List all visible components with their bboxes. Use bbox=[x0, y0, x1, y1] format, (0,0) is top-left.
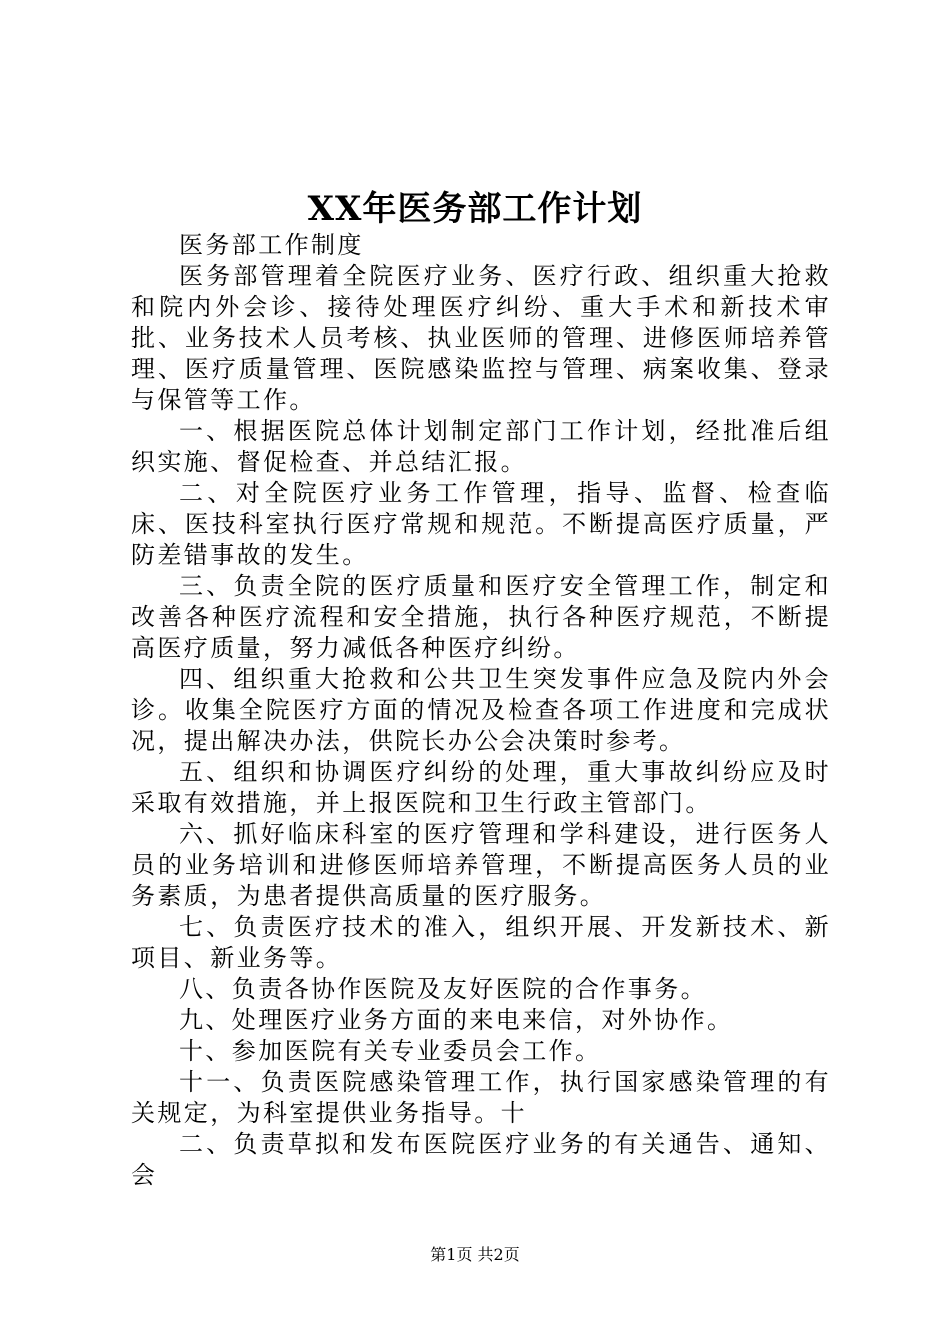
item-paragraph-5: 五、组织和协调医疗纠纷的处理，重大事故纠纷应及时采取有效措施，并上报医院和卫生行政主管部门。 bbox=[131, 758, 831, 817]
item-paragraph-3: 三、负责全院的医疗质量和医疗安全管理工作，制定和改善各种医疗流程和安全措施，执行各种医疗规范，不断提高医疗质量，努力减低各种医疗纠纷。 bbox=[131, 572, 831, 662]
item-paragraph-12: 二、负责草拟和发布医院医疗业务的有关通告、通知、会 bbox=[131, 1130, 831, 1189]
intro-paragraph: 医务部管理着全院医疗业务、医疗行政、组织重大抢救和院内外会诊、接待处理医疗纠纷、重大手术和新技术审批、业务技术人员考核、执业医师的管理、进修医师培养管理、医疗质量管理、医院感染监控与管理、病案收集、登录与保管等工作。 bbox=[131, 262, 831, 414]
item-paragraph-11: 十一、负责医院感染管理工作，执行国家感染管理的有关规定，为科室提供业务指导。十 bbox=[131, 1068, 831, 1127]
item-paragraph-1: 一、根据医院总体计划制定部门工作计划，经批准后组织实施、督促检查、并总结汇报。 bbox=[131, 417, 831, 476]
item-paragraph-7: 七、负责医疗技术的准入，组织开展、开发新技术、新项目、新业务等。 bbox=[131, 913, 831, 972]
item-paragraph-10: 十、参加医院有关专业委员会工作。 bbox=[179, 1037, 602, 1065]
page-footer: 第1页 共2页 bbox=[430, 1245, 520, 1264]
item-paragraph-6: 六、抓好临床科室的医疗管理和学科建设，进行医务人员的业务培训和进修医师培养管理，不断提高医务人员的业务素质，为患者提供高质量的医疗服务。 bbox=[131, 820, 831, 910]
document-title: XX年医务部工作计划 bbox=[307, 189, 643, 229]
item-paragraph-9: 九、处理医疗业务方面的来电来信，对外协作。 bbox=[179, 1006, 734, 1034]
section-heading: 医务部工作制度 bbox=[179, 231, 364, 259]
item-paragraph-8: 八、负责各协作医院及友好医院的合作事务。 bbox=[179, 975, 707, 1003]
item-paragraph-2: 二、对全院医疗业务工作管理，指导、监督、检查临床、医技科室执行医疗常规和规范。不断提高医疗质量，严防差错事故的发生。 bbox=[131, 479, 831, 569]
item-paragraph-4: 四、组织重大抢救和公共卫生突发事件应急及院内外会诊。收集全院医疗方面的情况及检查各项工作进度和完成状况，提出解决办法，供院长办公会决策时参考。 bbox=[131, 665, 831, 755]
document-body bbox=[131, 230, 831, 1191]
